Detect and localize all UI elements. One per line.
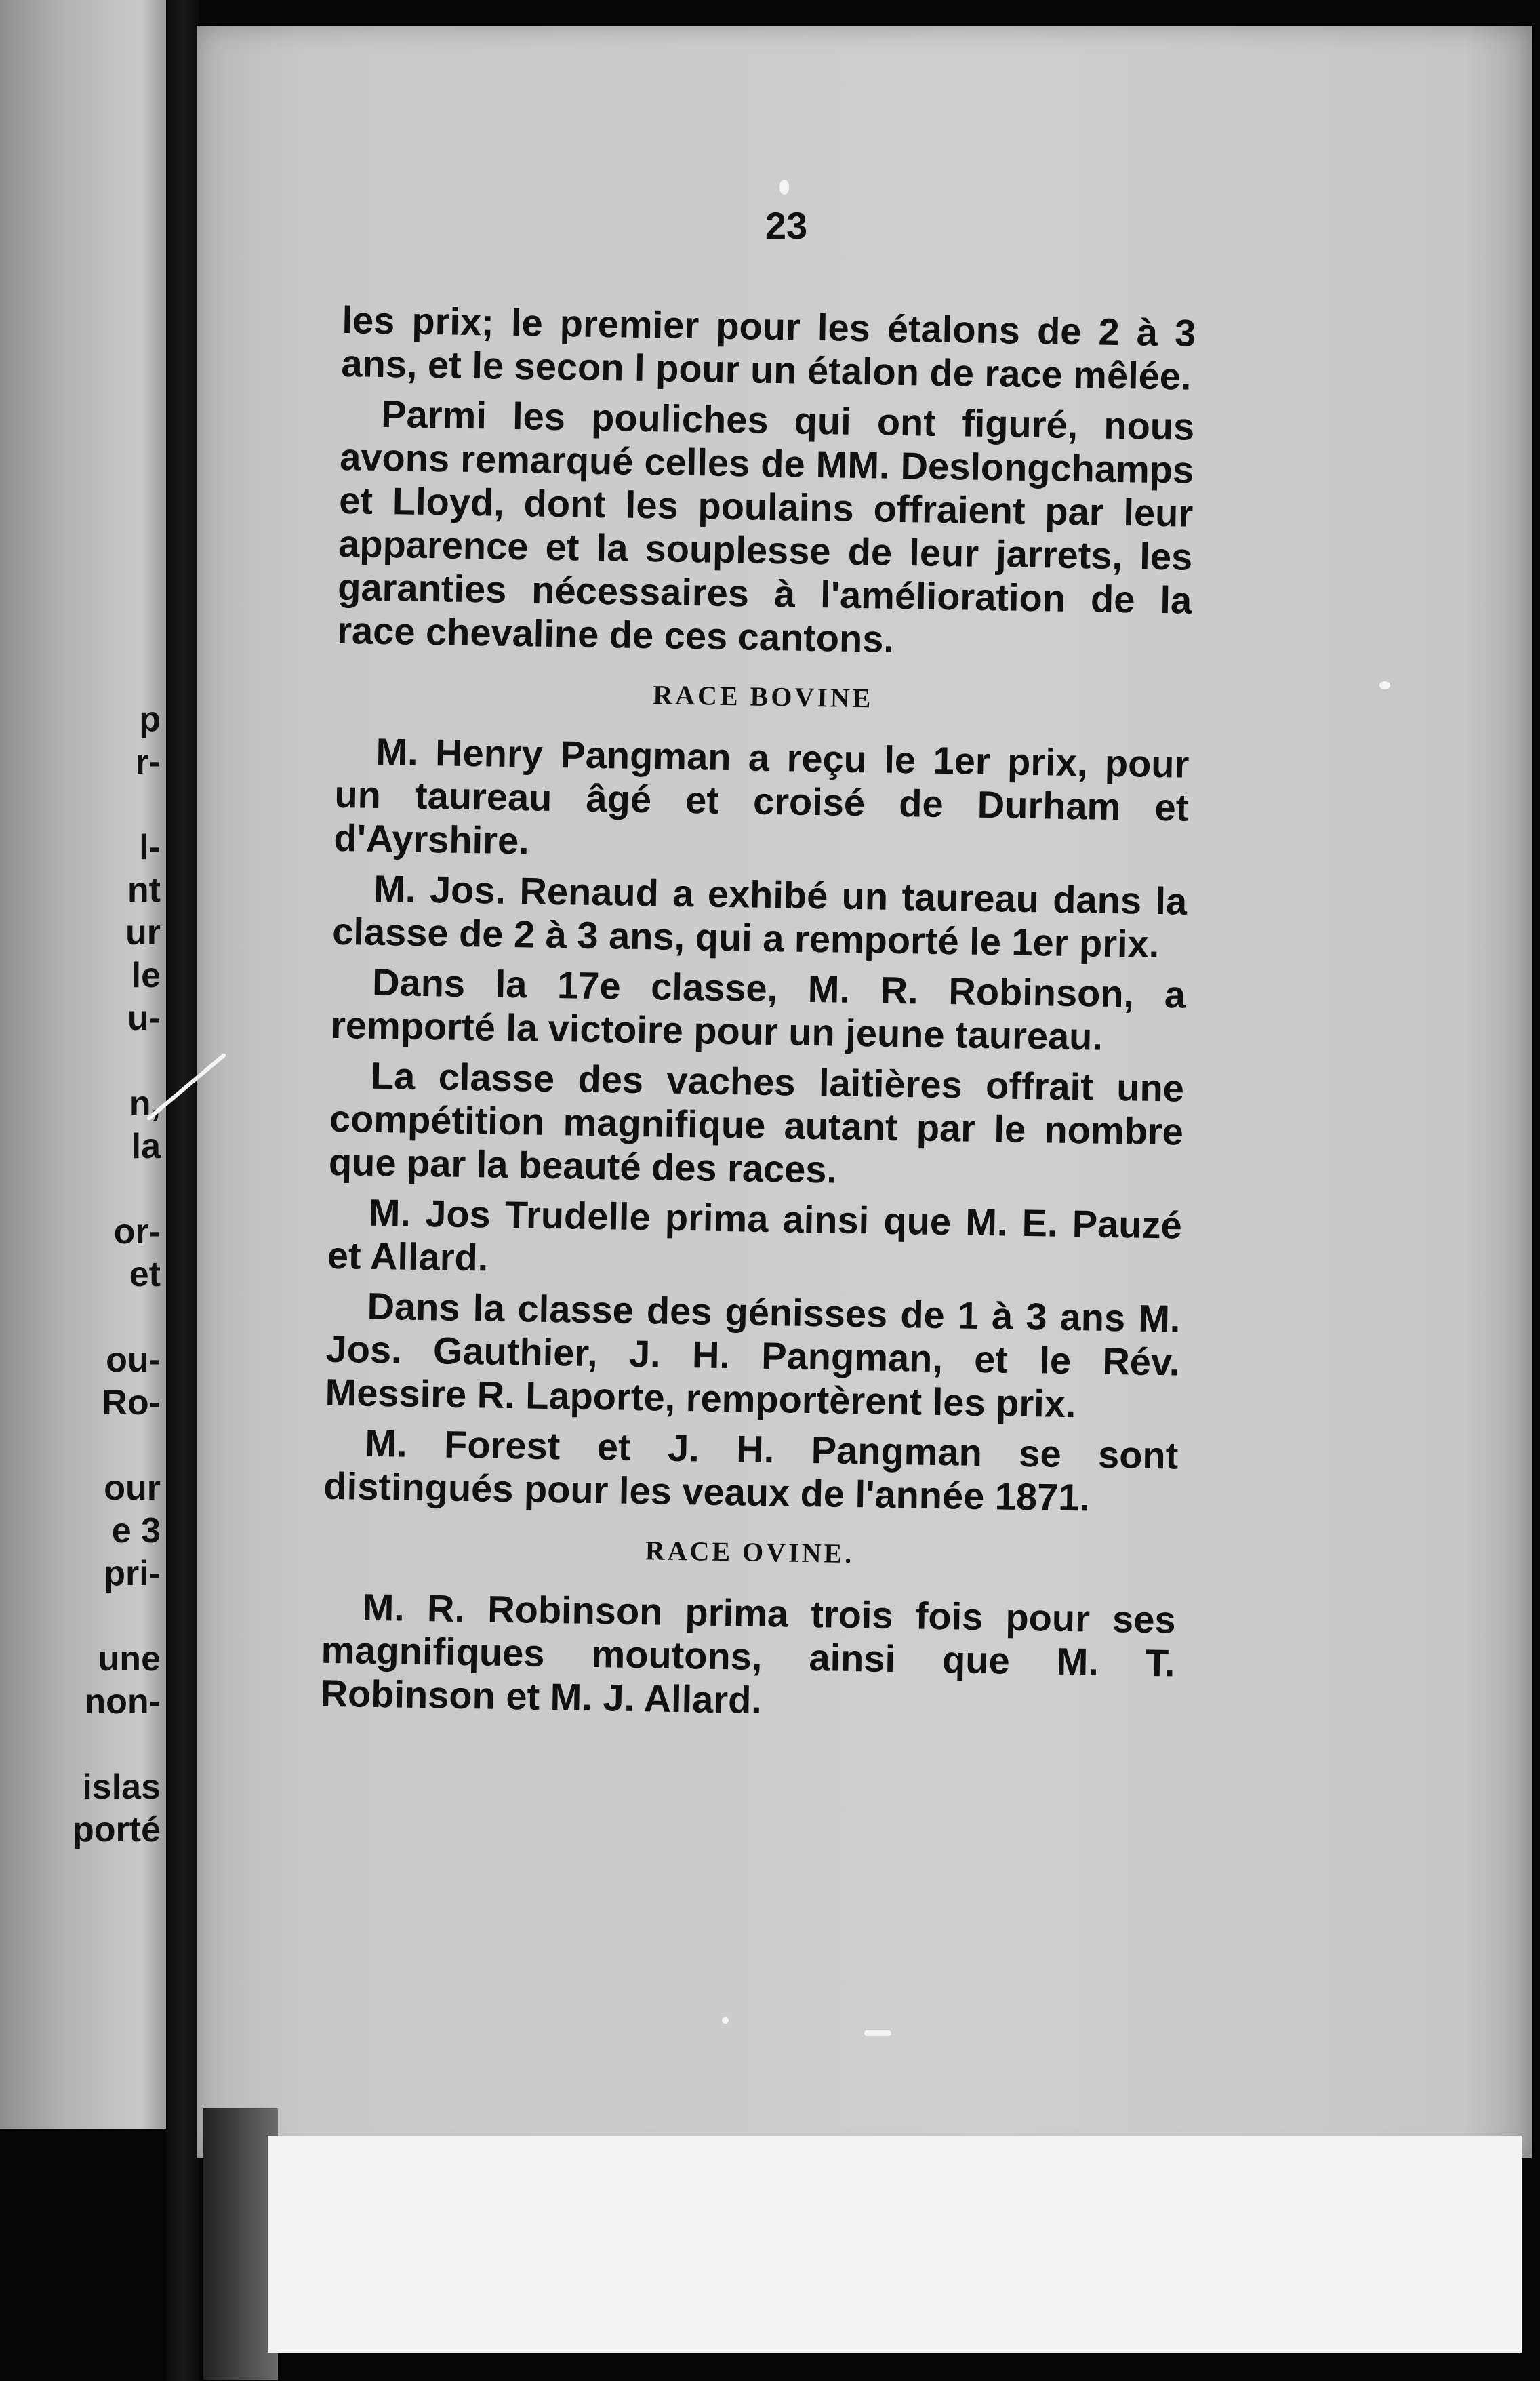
paragraph-bovine-2: M. Jos. Renaud a exhibé un taureau dans la classe de 2 à 3 ans, qui a remporté le 1er prix. <box>331 866 1188 966</box>
left-page-edge-text <box>73 698 161 1852</box>
page-edge-shadow <box>203 2108 278 2380</box>
scan-speck <box>779 180 789 195</box>
scan-speck <box>864 2030 891 2036</box>
scan-speck <box>1379 681 1390 689</box>
left-page-line: ur <box>125 913 161 953</box>
left-page-line: u- <box>127 999 161 1038</box>
paragraph-bovine-5: M. Jos Trudelle prima ainsi que M. E. Pauzé et Allard. <box>327 1190 1183 1279</box>
paragraph-bovine-3: Dans la 17e classe, M. R. Robinson, a remporté la victoire pour un jeune taureau. <box>330 960 1186 1058</box>
left-page-line <box>73 784 161 826</box>
left-page-line: et <box>129 1255 161 1294</box>
left-page-line: p <box>139 700 161 739</box>
left-page-line <box>73 1723 161 1766</box>
left-page-line: une <box>98 1639 161 1679</box>
left-page-line <box>73 1040 161 1083</box>
left-page-line: porté <box>73 1810 161 1849</box>
section-heading-race-ovine: RACE OVINE. <box>645 1535 855 1569</box>
left-page-line: le <box>131 956 161 995</box>
paragraph-bovine-7: M. Forest et J. H. Pangman se sont distingués pour les veaux de l'année 1871. <box>323 1421 1179 1519</box>
left-page-line <box>73 1595 161 1638</box>
scan-mount-strip <box>268 2136 1522 2353</box>
book-gutter <box>166 0 200 2381</box>
left-page-line <box>73 1424 161 1467</box>
left-page-line: r- <box>135 742 161 782</box>
page-body <box>320 298 1196 1736</box>
left-page-line: Ro- <box>102 1383 161 1422</box>
left-page-line: ou- <box>106 1340 161 1380</box>
left-page-line <box>73 1296 161 1339</box>
paragraph-prix-etalons: les prix; le premier pour les étalons de 2 à 3 ans, et le secon l pour un étalon de race mêlée. <box>341 298 1196 398</box>
left-page-line: non- <box>84 1682 161 1721</box>
paragraph-bovine-4: La classe des vaches laitières offrait une compétition magnifique autant par le nombre que par la beauté des races. <box>328 1054 1185 1191</box>
page-number: 23 <box>765 204 808 247</box>
paragraph-ovine-1: M. R. Robinson prima trois fois pour ses magnifiques moutons, ainsi que M. T. Robinson et M. J. Allard. <box>320 1585 1177 1721</box>
left-page-line: n, <box>129 1084 161 1123</box>
left-page-line: or- <box>113 1212 161 1252</box>
left-page-line: e 3 <box>111 1511 161 1550</box>
left-page-line: islas <box>82 1767 161 1807</box>
left-page-line <box>73 1168 161 1211</box>
paragraph-bovine-6: Dans la classe des génisses de 1 à 3 ans M. Jos. Gauthier, J. H. Pangman, et le Rév. Messire R. Laporte, remportèrent les prix. <box>325 1284 1181 1426</box>
left-page-line: l- <box>139 828 161 867</box>
left-page-line: nt <box>127 871 161 910</box>
section-heading-race-bovine: RACE BOVINE <box>652 679 874 714</box>
scan-speck <box>722 2017 729 2024</box>
left-page-line: our <box>104 1468 161 1508</box>
paragraph-bovine-1: M. Henry Pangman a reçu le 1er prix, pour un taureau âgé et croisé de Durham et d'Ayrshire. <box>333 729 1190 862</box>
paragraph-pouliches: Parmi les pouliches qui ont figuré, nous avons remarqué celles de MM. Deslongchamps et Lloyd, dont les poulains offraient par leur apparence et la souplesse de leur jarrets, les garanties nécessaires à l'amélioration de la race chevaline de ces cantons. <box>336 392 1195 660</box>
left-facing-page <box>0 0 166 2129</box>
left-page-line: la <box>131 1127 161 1166</box>
left-page-line: pri- <box>104 1554 161 1593</box>
